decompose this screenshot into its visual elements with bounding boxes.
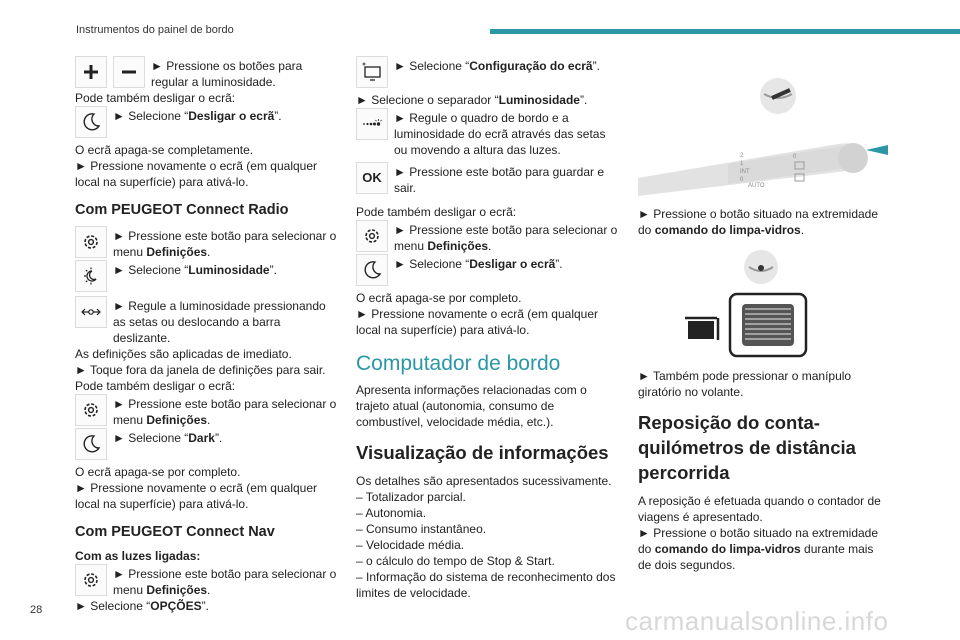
list-item: – Totalizador parcial.: [356, 490, 466, 504]
gear-icon: [75, 394, 107, 426]
gear-icon: [356, 220, 388, 252]
column-2: [356, 56, 621, 601]
instruction-row: [75, 260, 340, 292]
paragraph: ► Pressione este botão para selecionar o menu Definições.: [113, 567, 337, 597]
paragraph: ► Selecione “Desligar o ecrã”.: [394, 257, 563, 271]
column-3: [638, 56, 888, 573]
paragraph: A reposição é efetuada quando o contador de viagens é apresentado.: [638, 494, 881, 524]
instruction-row: [75, 226, 340, 260]
plus-minus-row: [75, 56, 340, 90]
instruction-row: [356, 220, 621, 254]
section-heading: Computador de bordo: [356, 352, 561, 375]
gear-icon: [75, 564, 107, 596]
minus-icon: [113, 56, 145, 88]
display-settings-icon: [356, 56, 388, 88]
paragraph: ► Regule a luminosidade pressionando as setas ou deslocando a barra deslizante.: [113, 299, 326, 345]
paragraph: ► Pressione novamente o ecrã (em qualquer local na superfície) para ativá-lo.: [356, 307, 599, 337]
list-item: – Informação do sistema de reconhecimento dos limites de velocidade.: [356, 570, 616, 600]
instruction-row: [75, 296, 340, 346]
paragraph: ► Selecione o separador “Luminosidade”.: [356, 93, 588, 107]
brightness-icon: [75, 260, 107, 292]
paragraph: Pode também desligar o ecrã:: [356, 205, 517, 219]
light-level-icon: [356, 108, 388, 140]
stalk-label: 1: [740, 161, 744, 167]
paragraph: ► Pressione novamente o ecrã (em qualquer local na superfície) para ativá-lo.: [75, 159, 318, 189]
press-arrow-icon: [866, 145, 888, 155]
section-heading: Com PEUGEOT Connect Nav: [75, 524, 275, 540]
gear-icon: [75, 226, 107, 258]
watermark: carmanualsonline.info: [625, 606, 889, 636]
section-heading: Visualização de informações: [356, 442, 609, 463]
instruction-row: [75, 428, 340, 460]
instruction-row: [356, 56, 621, 88]
paragraph: O ecrã apaga-se completamente.: [75, 143, 254, 157]
slider-arrows-icon: [75, 296, 107, 328]
instruction-row: [356, 108, 621, 158]
paragraph: ► Pressione novamente o ecrã (em qualquer local na superfície) para ativá-lo.: [75, 481, 318, 511]
moon-icon: [75, 428, 107, 460]
paragraph: Apresenta informações relacionadas com o trajeto atual (autonomia, consumo de combustível, velocidade média, etc.).: [356, 383, 587, 429]
paragraph: ► Regule o quadro de bordo e a luminosidade do ecrã através das setas ou movendo a altura das luzes.: [394, 111, 606, 157]
trip-computer-icon: [685, 318, 718, 340]
section-heading: Com PEUGEOT Connect Radio: [75, 202, 289, 218]
paragraph: Os detalhes são apresentados sucessivamente.: [356, 474, 612, 488]
paragraph: ► Selecione “Desligar o ecrã”.: [113, 109, 282, 123]
paragraph: O ecrã apaga-se por completo.: [75, 465, 241, 479]
column-1: [75, 56, 340, 614]
paragraph: ► Pressione este botão para selecionar o menu Definições.: [394, 223, 618, 253]
stalk-label: 0: [793, 154, 797, 160]
wiper-stalk-illustration: [638, 56, 888, 206]
moon-icon: [75, 106, 107, 138]
paragraph: As definições são aplicadas de imediato.: [75, 347, 292, 361]
paragraph: O ecrã apaga-se por completo.: [356, 291, 522, 305]
instruction-row: [356, 162, 621, 196]
stalk-label: 0: [740, 177, 744, 183]
ok-icon: OK: [356, 162, 388, 194]
paragraph: ► Pressione este botão para selecionar o menu Definições.: [113, 229, 337, 259]
running-header: Instrumentos do painel de bordo: [76, 24, 234, 36]
paragraph: ► Pressione este botão para guardar e sair.: [394, 165, 605, 195]
paragraph: Pode também desligar o ecrã:: [75, 379, 236, 393]
instruction-row: [356, 254, 621, 286]
stalk-label: AUTO: [748, 183, 765, 189]
paragraph: ► Selecione “Configuração do ecrã”.: [394, 59, 600, 73]
paragraph: ► Selecione “Dark”.: [113, 431, 223, 445]
list-item: – Consumo instantâneo.: [356, 522, 487, 536]
paragraph: ► Pressione o botão situado na extremidade do comando do limpa-vidros.: [638, 207, 879, 237]
section-heading: Reposição do conta-quilómetros de distância percorrida: [638, 412, 856, 483]
paragraph: ► Selecione “Luminosidade”.: [113, 263, 277, 277]
page-number: 28: [30, 604, 43, 616]
steering-wheel-thumbwheel-illustration: [638, 238, 888, 368]
paragraph: ► Também pode pressionar o manípulo giratório no volante.: [638, 369, 852, 399]
stalk-label: INT: [740, 169, 750, 175]
paragraph: ► Selecione “OPÇÕES”.: [75, 599, 209, 613]
paragraph: ► Toque fora da janela de definições para sair.: [75, 363, 326, 377]
instruction-row: [75, 564, 340, 598]
paragraph: ► Pressione este botão para selecionar o menu Definições.: [113, 397, 337, 427]
header-accent-bar: [490, 29, 960, 34]
list-item: – Autonomia.: [356, 506, 427, 520]
plus-icon: [75, 56, 107, 88]
moon-icon: [356, 254, 388, 286]
paragraph: Com as luzes ligadas:: [75, 549, 201, 563]
stalk-label: 2: [740, 153, 744, 159]
instruction-row: [75, 106, 340, 138]
paragraph: ► Pressione o botão situado na extremidade do comando do limpa-vidros durante mais de dois segundos.: [638, 526, 879, 572]
list-item: – o cálculo do tempo de Stop & Start.: [356, 554, 555, 568]
list-item: – Velocidade média.: [356, 538, 465, 552]
paragraph: ► Pressione os botões para regular a luminosidade.: [151, 59, 303, 89]
paragraph: Pode também desligar o ecrã:: [75, 91, 236, 105]
instruction-row: [75, 394, 340, 428]
